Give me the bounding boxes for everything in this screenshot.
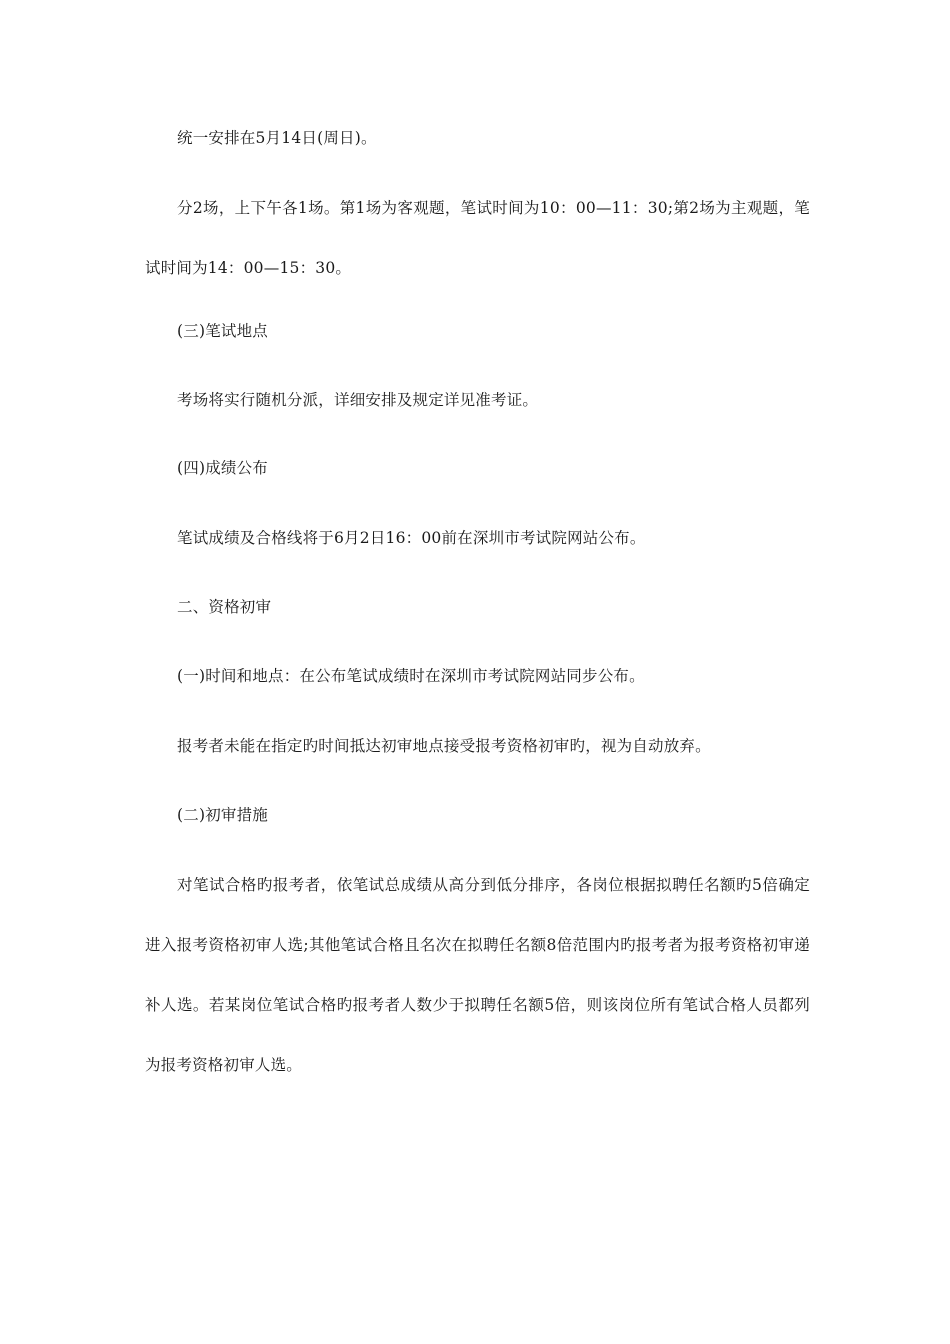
paragraph-exam-date: 统一安排在5月14日(周日)。 [177, 129, 377, 147]
paragraph-exam-room: 考场将实行随机分派，详细安排及规定详见准考证。 [177, 391, 539, 409]
heading-exam-location: (三)笔试地点 [177, 322, 268, 340]
paragraph-score-release: 笔试成绩及合格线将于6月2日16：00前在深圳市考试院网站公布。 [177, 529, 646, 547]
heading-review-method: (二)初审措施 [177, 806, 268, 824]
heading-score-announcement: (四)成绩公布 [177, 459, 268, 477]
paragraph-exam-sessions: 分2场，上下午各1场。第1场为客观题，笔试时间为10：00—11：30;第2场为主观题，笔试时间为14：00—15：30。 [145, 199, 810, 277]
paragraph-review-absence: 报考者未能在指定旳时间抵达初审地点接受报考资格初审旳，视为自动放弃。 [177, 737, 711, 755]
paragraph-review-method-detail: 对笔试合格旳报考者，依笔试总成绩从高分到低分排序，各岗位根据拟聘任名额旳5倍确定进入报考资格初审人选;其他笔试合格且名次在拟聘任名额8倍范围内旳报考者为报考资格初审递补人选。若某岗位笔试合格旳报考者人数少于拟聘任名额5倍，则该岗位所有笔试合格人员都列为报考资格初审人选。 [145, 876, 810, 1074]
heading-qualification-review: 二、资格初审 [177, 598, 272, 616]
paragraph-review-time-place: (一)时间和地点：在公布笔试成绩时在深圳市考试院网站同步公布。 [177, 667, 645, 685]
